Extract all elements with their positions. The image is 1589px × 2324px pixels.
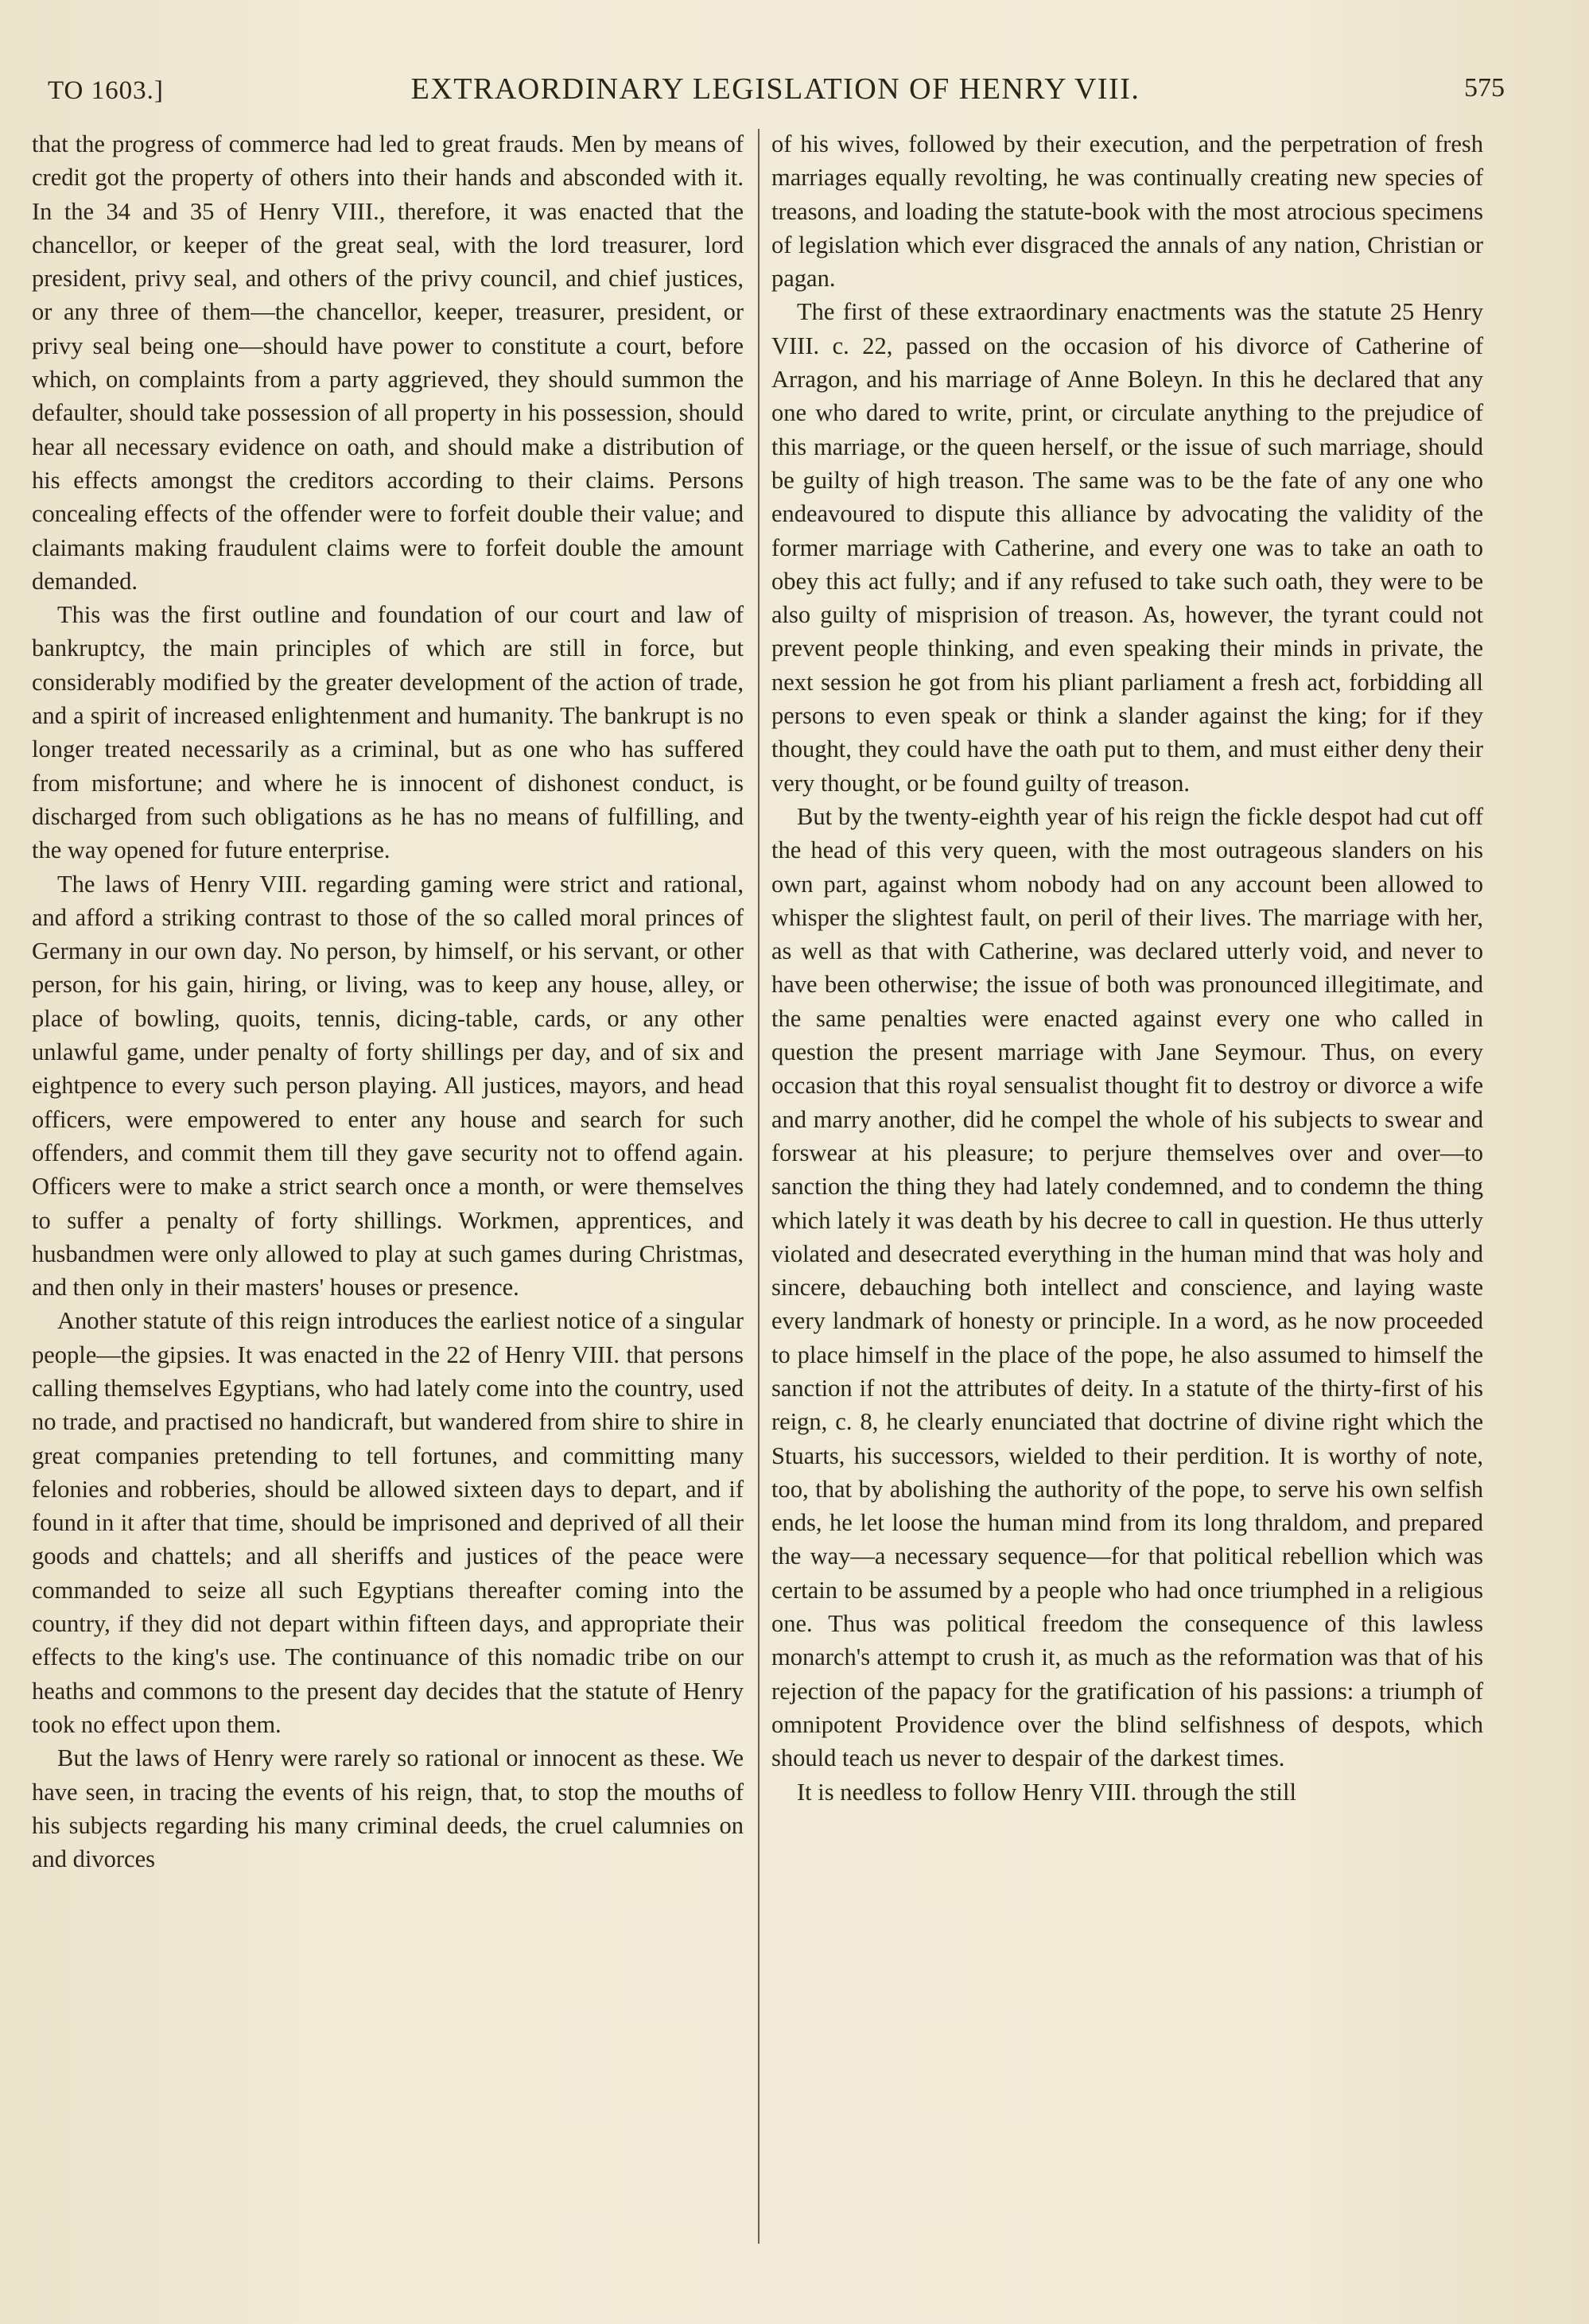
paragraph: But the laws of Henry were rarely so rational or innocent as these. We have seen, in tracing the events of his reign, that, to stop the mouths of his subjects regarding his many criminal deeds, the cruel calumnies on and divorces: [32, 1744, 744, 1873]
paragraph: But by the twenty-eighth year of his reign the fickle despot had cut off the head of this very queen, with the most outrageous slanders on his own part, against whom nobody had on any account been allowed to whisper the slightest fault, on peril of their lives. The marriage with her, as well as that with Catherine, was declared utterly void, and never to have been otherwise; the issue of both was pronounced illegitimate, and the same penalties were enacted against every one who called in question the present marriage with Jane Seymour. Thus, on every occasion that this royal sensualist thought fit to destroy or divorce a wife and marry another, did he compel the whole of his subjects to swear and forswear at his pleasure; to perjure themselves over and over—to sanction the thing they had lately condemned, and to condemn the thing which lately it was death by his decree to call in question. He thus utterly violated and desecrated everything in the human mind that was holy and sincere, debauching both intellect and conscience, and laying waste every landmark of honesty or principle. In a word, as he now proceeded to place himself in the place of the pope, he also assumed to himself the sanction if not the attributes of deity. In a statute of the thirty-first of his reign, c. 8, he clearly enunciated that doctrine of divine right which the Stuarts, his successors, wielded to their perdition. It is worthy of note, too, that by abolishing the authority of the pope, to serve his own selfish ends, he let loose the human mind from its long thraldom, and prepared the way—a necessary sequence—for that political rebellion which was certain to be assumed by a people who had once triumphed in a religious one. Thus was political freedom the consequence of this lawless monarch's attempt to crush it, as much as the reformation was that of his rejection of the papacy for the gratification of his passions: a triumph of omnipotent Providence over the blind selfishness of despots, which should teach us never to despair of the darkest times.: [771, 802, 1483, 1772]
header-date-range: TO 1603.]: [48, 76, 164, 105]
running-header: [48, 68, 1503, 116]
header-title: EXTRAORDINARY LEGISLATION OF HENRY VIII.: [410, 72, 1140, 106]
page-number: 575: [1464, 73, 1505, 103]
column-divider: [758, 129, 760, 2244]
paragraph: The first of these extraordinary enactments was the statute 25 Henry VIII. c. 22, passed on the occasion of his divorce of Catherine of Arragon, and his marriage of Anne Boleyn. In this he declared that any one who dared to write, print, or circulate anything to the prejudice of this marriage, or the queen herself, or the issue of such marriage, should be guilty of high treason. The same was to be the fate of any one who endeavoured to dispute this alliance by advocating the validity of the former marriage with Catherine, and every one was to take an oath to obey this act fully; and if any refused to take such oath, they were to be also guilty of misprision of treason. As, however, the tyrant could not prevent people thinking, and even speaking their minds in private, the next session he got from his pliant parliament a fresh act, forbidding all persons to even speak or think a slander against the king; for if they thought, they could have the oath put to them, and must either deny their very thought, or be found guilty of treason.: [771, 298, 1483, 797]
paragraph: The laws of Henry VIII. regarding gaming were strict and rational, and afford a striking contrast to those of the so called moral princes of Germany in our own day. No person, by himself, or his servant, or other person, for his gain, hiring, or living, was to keep any house, alley, or place of bowling, quoits, tennis, dicing-table, cards, or any other unlawful game, under penalty of forty shillings per day, and of six and eightpence to every such person playing. All justices, mayors, and head officers, were empowered to enter any house and search for such offenders, and commit them till they gave security not to offend again. Officers were to make a strict search once a month, or were themselves to suffer a penalty of forty shillings. Workmen, apprentices, and husbandmen were only allowed to play at such games during Christmas, and then only in their masters' houses or presence.: [32, 870, 744, 1302]
paragraph: of his wives, followed by their execution, and the perpetration of fresh marriages equally revolting, he was continually creating new species of treasons, and loading the statute-book with the most atrocious specimens of legislation which ever disgraced the annals of any nation, Christian or pagan.: [771, 130, 1483, 293]
right-column: [771, 127, 1483, 1809]
paragraph: that the progress of commerce had led to great frauds. Men by means of credit got the property of others into their hands and absconded with it. In the 34 and 35 of Henry VIII., therefore, it was enacted that the chancellor, or keeper of the great seal, with the lord treasurer, lord president, privy seal, and others of the privy council, and chief justices, or any three of them—the chancellor, keeper, treasurer, president, or privy seal being one—should have power to constitute a court, before which, on complaints from a party aggrieved, they should summon the defaulter, should take possession of all property in his possession, should hear all necessary evidence on oath, and should make a distribution of his effects amongst the creditors according to their claims. Persons concealing effects of the offender were to forfeit double their value; and claimants making fraudulent claims were to forfeit double the amount demanded.: [32, 130, 744, 595]
left-column: [32, 127, 744, 1876]
paragraph: It is needless to follow Henry VIII. through the still: [797, 1778, 1296, 1806]
paragraph: Another statute of this reign introduces the earliest notice of a singular people—the gipsies. It was enacted in the 22 of Henry VIII. that persons calling themselves Egyptians, who had lately come into the country, used no trade, and practised no handicraft, but wandered from shire to shire in great companies pretending to tell fortunes, and committing many felonies and robberies, should be allowed sixteen days to depart, and if found in it after that time, should be imprisoned and deprived of all their goods and chattels; and all sheriffs and justices of the peace were commanded to seize all such Egyptians thereafter coming into the country, if they did not depart within fifteen days, and appropriate their effects to the king's use. The continuance of this nomadic tribe on our heaths and commons to the present day decides that the statute of Henry took no effect upon them.: [32, 1307, 744, 1738]
paragraph: This was the first outline and foundation of our court and law of bankruptcy, the main principles of which are still in force, but considerably modified by the greater development of the action of trade, and a spirit of increased enlightenment and humanity. The bankrupt is no longer treated necessarily as a criminal, but as one who has suffered from misfortune; and where he is innocent of dishonest conduct, is discharged from such obligations as he has no means of fulfilling, and the way opened for future enterprise.: [32, 601, 744, 864]
